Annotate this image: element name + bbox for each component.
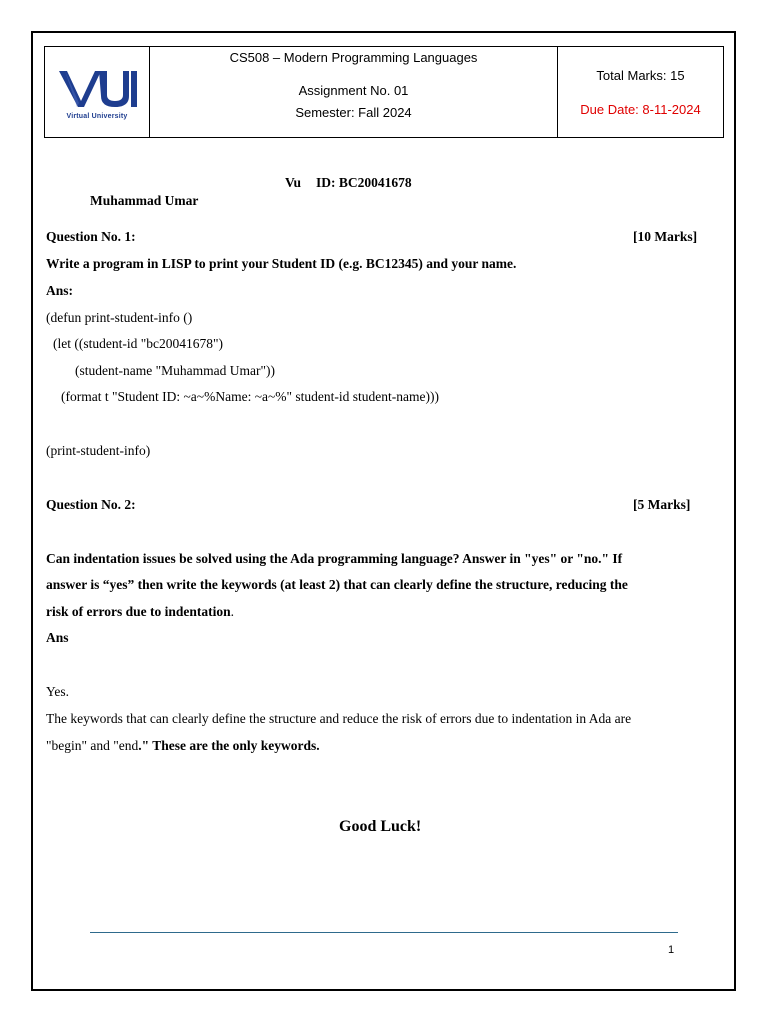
code-line: (let ((student-id "bc20041678") xyxy=(53,336,223,351)
course-title: CS508 – Modern Programming Languages xyxy=(229,50,478,65)
q2-answer-yes: Yes. xyxy=(46,684,70,699)
q2-ans-label: Ans xyxy=(46,630,69,645)
closing-message: Good Luck! xyxy=(339,818,422,835)
q2-heading: Question No. 2: xyxy=(46,497,136,512)
code-line: (print-student-info) xyxy=(46,443,151,458)
student-id: ID: BC20041678 xyxy=(316,175,412,190)
code-line: (format t "Student ID: ~a~%Name: ~a~%" student-id student-name))) xyxy=(61,389,440,404)
course-info-cell xyxy=(150,47,558,137)
vu-label: Vu xyxy=(285,175,302,190)
student-name: Muhammad Umar xyxy=(90,193,199,208)
logo-caption: Virtual University xyxy=(66,112,128,120)
due-date: Due Date: 8-11-2024 xyxy=(580,102,701,117)
q2-prompt-line: answer is “yes” then write the keywords (at least 2) that can clearly define the structure, reducing the xyxy=(46,577,628,592)
q2-prompt-period: . xyxy=(230,604,234,619)
q1-heading: Question No. 1: xyxy=(46,229,136,244)
code-line: (student-name "Muhammad Umar")) xyxy=(75,363,275,378)
total-marks: Total Marks: 15 xyxy=(596,68,685,83)
footer-rule xyxy=(90,932,678,933)
semester: Semester: Fall 2024 xyxy=(295,105,412,120)
q2-prompt-line: Can indentation issues be solved using the Ada programming language? Answer in "yes" or "no." If xyxy=(46,551,623,566)
assignment-number: Assignment No. 01 xyxy=(298,83,409,98)
vu-logo-mark xyxy=(55,65,139,111)
q1-prompt: Write a program in LISP to print your Student ID (e.g. BC12345) and your name. xyxy=(46,256,517,271)
page-number: 1 xyxy=(668,944,675,956)
code-line: (defun print-student-info () xyxy=(46,310,193,325)
q2-answer-emphasis: ." These are the only keywords. xyxy=(138,738,320,753)
q2-answer-keywords: "begin" and "end xyxy=(46,738,139,753)
q2-answer-line xyxy=(46,738,320,754)
q1-ans-label: Ans: xyxy=(46,283,74,298)
q2-marks: [5 Marks] xyxy=(633,497,691,512)
marks-cell xyxy=(558,47,723,137)
q1-marks: [10 Marks] xyxy=(633,229,698,244)
q2-answer-line: The keywords that can clearly define the structure and reduce the risk of errors due to indentation in Ada are xyxy=(46,711,632,726)
vu-logo xyxy=(50,57,144,127)
q2-prompt-text: risk of errors due to indentation xyxy=(46,604,231,619)
q2-prompt-line xyxy=(46,604,234,620)
assignment-header xyxy=(44,46,724,138)
logo-cell xyxy=(45,47,150,137)
